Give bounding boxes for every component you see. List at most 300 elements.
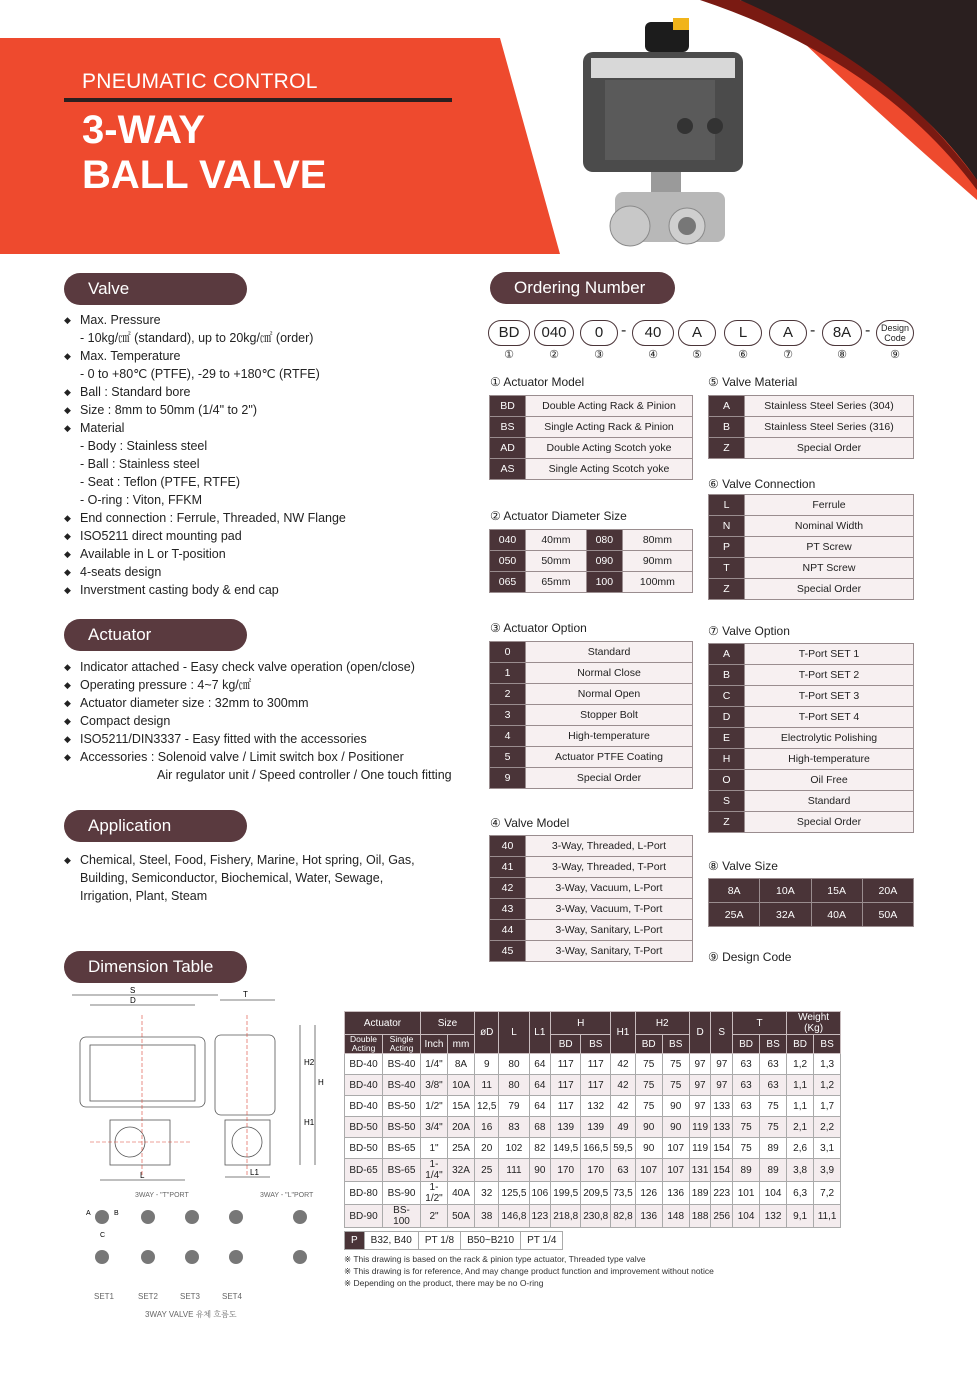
option-code: 45 — [490, 941, 526, 962]
note-line: ※ Depending on the product, there may be no O-ring — [344, 1278, 544, 1288]
option-desc: 40mm — [526, 530, 587, 551]
dim-row — [345, 1205, 841, 1228]
option-desc: Stopper Bolt — [526, 705, 693, 726]
dim-col-header: T — [733, 1012, 787, 1035]
dim-cell: 63 — [733, 1096, 760, 1117]
dim-cell: 50A — [448, 1205, 475, 1228]
label-3way-l: 3WAY - "L"PORT — [260, 1192, 314, 1199]
code-option: 0 — [580, 320, 618, 346]
dim-sub-header: Double Acting — [345, 1035, 383, 1054]
code-num: ⑤ — [692, 349, 702, 361]
code-num: ⑨ — [890, 349, 900, 361]
p-cell: B32, B40 — [364, 1232, 418, 1250]
code-num: ⑥ — [738, 349, 748, 361]
code-num: ⑧ — [837, 349, 847, 361]
dim-cell: 6,3 — [787, 1182, 814, 1205]
actuator-item: ◆ Actuator diameter size : 32mm to 300mm — [64, 694, 484, 712]
dim-col-header: øD — [475, 1012, 499, 1054]
option-row — [490, 438, 693, 459]
code-dash: - — [621, 322, 627, 339]
dim-cell: 25 — [475, 1159, 499, 1182]
actuator-item: ◆ Accessories : Solenoid valve / Limit switch box / Positioner — [64, 748, 484, 766]
dim-sub-header: BD — [635, 1035, 662, 1054]
dim-col-header: D — [689, 1012, 711, 1054]
valve-item: ◆ 4-seats design — [64, 563, 464, 581]
valve-material-table — [708, 395, 914, 459]
option-desc: 3-Way, Vacuum, L-Port — [526, 878, 693, 899]
dim-row — [345, 1096, 841, 1117]
option-desc: T-Port SET 2 — [745, 665, 914, 686]
dim-cell: 218,8 — [551, 1205, 581, 1228]
option-desc: Standard — [745, 791, 914, 812]
dim-cell: 9,1 — [787, 1205, 814, 1228]
option-desc: Normal Open — [526, 684, 693, 705]
option-code: 040 — [490, 530, 526, 551]
dim-cell: 107 — [635, 1159, 662, 1182]
dim-cell: 1,1 — [787, 1096, 814, 1117]
dim-cell: 25A — [448, 1138, 475, 1159]
application-item: Building, Semiconductor, Biochemical, Water, Sewage, — [80, 871, 384, 885]
dim-cell: 12,5 — [475, 1096, 499, 1117]
dim-cell: 79 — [499, 1096, 529, 1117]
dim-cell: 117 — [551, 1096, 581, 1117]
option-desc: Special Order — [526, 768, 693, 789]
dim-cell: 111 — [499, 1159, 529, 1182]
option-code: 090 — [586, 551, 622, 572]
valve-item: - Ball : Stainless steel — [80, 457, 200, 471]
option-row — [709, 396, 914, 417]
dim-cell: 42 — [611, 1075, 635, 1096]
valve-material-title: ⑤ Valve Material — [708, 375, 798, 389]
option-row — [490, 836, 693, 857]
option-code: 100 — [586, 572, 622, 593]
dim-cell: BS-50 — [383, 1117, 421, 1138]
dim-cell: BS-65 — [383, 1159, 421, 1182]
actuator-item: ◆ Indicator attached - Easy check valve operation (open/close) — [64, 658, 484, 676]
dim-cell: 3/8" — [421, 1075, 448, 1096]
dim-col-header: Size — [421, 1012, 475, 1035]
valve-item: - 0 to +80℃ (PTFE), -29 to +180℃ (RTFE) — [80, 367, 320, 381]
valve-heading: Valve — [64, 273, 247, 305]
ordering-heading: Ordering Number — [490, 272, 675, 304]
option-row — [709, 728, 914, 749]
dim-cell: 97 — [689, 1054, 711, 1075]
dim-cell: 32A — [448, 1159, 475, 1182]
option-row — [709, 644, 914, 665]
valve-feature-list — [64, 311, 464, 599]
dim-cell: 132 — [760, 1205, 787, 1228]
option-desc: 100mm — [622, 572, 692, 593]
dim-cell: 139 — [551, 1117, 581, 1138]
option-row — [490, 530, 693, 551]
actuator-model-table — [489, 395, 693, 480]
dim-cell: 32 — [475, 1182, 499, 1205]
application-heading: Application — [64, 810, 247, 842]
option-code: Z — [709, 579, 745, 600]
dim-row — [345, 1117, 841, 1138]
code-num: ② — [549, 349, 559, 361]
option-desc: T-Port SET 1 — [745, 644, 914, 665]
code-size: 8A — [822, 320, 862, 346]
dim-cell: 75 — [760, 1117, 787, 1138]
dim-cell: BD-65 — [345, 1159, 383, 1182]
application-list — [64, 851, 464, 905]
option-desc: Ferrule — [745, 495, 914, 516]
dim-cell: 73,5 — [611, 1182, 635, 1205]
dim-cell: 75 — [635, 1075, 662, 1096]
option-desc: 3-Way, Threaded, L-Port — [526, 836, 693, 857]
code-material: A — [678, 320, 716, 346]
valve-item: - Seat : Teflon (PTFE, RTFE) — [80, 475, 240, 489]
option-code: 9 — [490, 768, 526, 789]
dim-cell: 75 — [733, 1117, 760, 1138]
dim-label-h: H — [318, 1078, 324, 1087]
option-row — [709, 879, 914, 903]
code-valve-model: 40 — [632, 320, 674, 346]
dim-cell: BS-40 — [383, 1054, 421, 1075]
option-row — [490, 899, 693, 920]
dim-cell: 75 — [635, 1054, 662, 1075]
dim-cell: 189 — [689, 1182, 711, 1205]
option-code: 40A — [811, 903, 862, 927]
dim-cell: 2,1 — [787, 1117, 814, 1138]
dim-cell: 16 — [475, 1117, 499, 1138]
dim-cell: BD-50 — [345, 1138, 383, 1159]
dim-cell: BS-90 — [383, 1182, 421, 1205]
dim-cell: 63 — [733, 1054, 760, 1075]
option-code: AS — [490, 459, 526, 480]
dim-row — [345, 1182, 841, 1205]
dim-cell: 1,1 — [787, 1075, 814, 1096]
option-row — [490, 768, 693, 789]
dim-cell: 68 — [529, 1117, 551, 1138]
actuator-item: ◆ Compact design — [64, 712, 484, 730]
option-desc: 3-Way, Threaded, T-Port — [526, 857, 693, 878]
dim-cell: 8A — [448, 1054, 475, 1075]
valve-size-title: ⑧ Valve Size — [708, 859, 778, 873]
option-row — [490, 747, 693, 768]
option-row — [709, 665, 914, 686]
valve-item: ◆ Material — [64, 419, 464, 437]
dim-label-l: L — [140, 1171, 145, 1180]
dim-label-t: T — [243, 990, 248, 999]
drawing-notes — [344, 1253, 714, 1289]
dim-cell: BD-90 — [345, 1205, 383, 1228]
option-code: A — [709, 396, 745, 417]
dim-cell: 125,5 — [499, 1182, 529, 1205]
dim-cell: 75 — [760, 1096, 787, 1117]
option-code: 2 — [490, 684, 526, 705]
option-row — [709, 516, 914, 537]
actuator-item: ◆ Operating pressure : 4~7 kg/㎠ — [64, 676, 484, 694]
design-code-title: ⑨ Design Code — [708, 950, 792, 964]
dimension-table — [344, 1011, 841, 1228]
dim-cell: 38 — [475, 1205, 499, 1228]
dim-cell: 104 — [760, 1182, 787, 1205]
option-code: C — [709, 686, 745, 707]
dim-label-s: S — [130, 986, 136, 995]
dim-cell: 1,7 — [814, 1096, 841, 1117]
dim-cell: 1/2" — [421, 1096, 448, 1117]
dim-cell: 136 — [635, 1205, 662, 1228]
option-desc: 90mm — [622, 551, 692, 572]
dim-cell: 123 — [529, 1205, 551, 1228]
dim-cell: 126 — [635, 1182, 662, 1205]
set1-label: SET1 — [94, 1292, 115, 1301]
dim-cell: 80 — [499, 1075, 529, 1096]
option-code: 050 — [490, 551, 526, 572]
dim-cell: 75 — [662, 1054, 689, 1075]
dim-cell: 117 — [551, 1054, 581, 1075]
design-code-line2: Code — [884, 333, 906, 343]
dim-cell: 63 — [733, 1075, 760, 1096]
valve-option-title: ⑦ Valve Option — [708, 624, 790, 638]
code-valve-option: A — [769, 320, 807, 346]
option-code: 3 — [490, 705, 526, 726]
option-desc: 80mm — [622, 530, 692, 551]
dim-cell: 20 — [475, 1138, 499, 1159]
valve-item: - 10kg/㎠ (standard), up to 20kg/㎠ (order) — [80, 331, 314, 345]
dim-cell: 90 — [662, 1096, 689, 1117]
actuator-option-table — [489, 641, 693, 789]
option-row — [490, 551, 693, 572]
dim-sub-header: mm — [448, 1035, 475, 1054]
dim-cell: 119 — [689, 1117, 711, 1138]
option-desc: T-Port SET 4 — [745, 707, 914, 728]
dim-cell: 42 — [611, 1096, 635, 1117]
option-code: 50A — [862, 903, 913, 927]
dim-cell: 102 — [499, 1138, 529, 1159]
dim-cell: 2" — [421, 1205, 448, 1228]
option-row — [709, 579, 914, 600]
option-code: E — [709, 728, 745, 749]
option-row — [709, 770, 914, 791]
design-code-line1: Design — [880, 323, 909, 333]
option-row — [490, 857, 693, 878]
dim-cell: 59,5 — [611, 1138, 635, 1159]
option-desc: Single Acting Scotch yoke — [526, 459, 693, 480]
option-desc: Stainless Steel Series (304) — [745, 396, 914, 417]
option-code: AD — [490, 438, 526, 459]
label-3way-t: 3WAY - "T"PORT — [135, 1192, 189, 1199]
set2-label: SET2 — [138, 1292, 159, 1301]
dim-cell: 106 — [529, 1182, 551, 1205]
dim-cell: 1,2 — [814, 1075, 841, 1096]
actuator-heading: Actuator — [64, 619, 247, 651]
option-desc: Single Acting Rack & Pinion — [526, 417, 693, 438]
drawing-caption: 3WAY VALVE 유체 흐름도 — [145, 1310, 237, 1319]
option-desc: Oil Free — [745, 770, 914, 791]
dim-cell: 166,5 — [581, 1138, 611, 1159]
valve-item: ◆ Max. Pressure — [64, 311, 464, 329]
option-code: D — [709, 707, 745, 728]
dim-col-header: Weight (Kg) — [787, 1012, 841, 1035]
dim-cell: 3,8 — [787, 1159, 814, 1182]
dim-col-header: H1 — [611, 1012, 635, 1054]
code-dash: - — [810, 322, 816, 339]
code-connection: L — [724, 320, 762, 346]
option-row — [490, 572, 693, 593]
valve-item: ◆ End connection : Ferrule, Threaded, NW Flange — [64, 509, 464, 527]
set4-label: SET4 — [222, 1292, 243, 1301]
dim-cell: 107 — [662, 1138, 689, 1159]
header-title-line1: 3-WAY — [82, 108, 206, 152]
code-num: ③ — [594, 349, 604, 361]
option-desc: PT Screw — [745, 537, 914, 558]
option-desc: Double Acting Rack & Pinion — [526, 396, 693, 417]
dim-cell: 133 — [711, 1096, 733, 1117]
option-row — [490, 705, 693, 726]
dim-cell: BS-40 — [383, 1075, 421, 1096]
dim-cell: 148 — [662, 1205, 689, 1228]
option-row — [709, 903, 914, 927]
dim-sub-header: BS — [814, 1035, 841, 1054]
dim-cell: 20A — [448, 1117, 475, 1138]
valve-connection-title: ⑥ Valve Connection — [708, 477, 816, 491]
option-code: B — [709, 417, 745, 438]
option-code: 1 — [490, 663, 526, 684]
dim-cell: 80 — [499, 1054, 529, 1075]
dim-cell: 82,8 — [611, 1205, 635, 1228]
dim-cell: 64 — [529, 1096, 551, 1117]
dim-cell: 230,8 — [581, 1205, 611, 1228]
valve-item: ◆ Ball : Standard bore — [64, 383, 464, 401]
dimension-heading: Dimension Table — [64, 951, 247, 983]
dim-cell: 2,2 — [814, 1117, 841, 1138]
dim-cell: 11,1 — [814, 1205, 841, 1228]
option-code: H — [709, 749, 745, 770]
option-code: N — [709, 516, 745, 537]
option-row — [709, 537, 914, 558]
dim-cell: 1-1/4" — [421, 1159, 448, 1182]
valve-connection-table — [708, 494, 914, 600]
option-row — [709, 558, 914, 579]
dim-cell: 146,8 — [499, 1205, 529, 1228]
option-desc: Special Order — [745, 812, 914, 833]
valve-item: - Body : Stainless steel — [80, 439, 208, 453]
code-dash: - — [865, 322, 871, 339]
dim-cell: 82 — [529, 1138, 551, 1159]
dim-cell: 149,5 — [551, 1138, 581, 1159]
code-num: ④ — [648, 349, 658, 361]
option-code: B — [709, 665, 745, 686]
dim-col-header: H — [551, 1012, 611, 1035]
option-row — [709, 438, 914, 459]
dim-col-header: L1 — [529, 1012, 551, 1054]
actuator-item: Air regulator unit / Speed controller / One touch fitting — [157, 768, 452, 782]
dim-cell: 97 — [689, 1075, 711, 1096]
option-desc: T-Port SET 3 — [745, 686, 914, 707]
option-code: O — [709, 770, 745, 791]
dim-row — [345, 1075, 841, 1096]
option-desc: Electrolytic Polishing — [745, 728, 914, 749]
option-code: T — [709, 558, 745, 579]
dim-cell: BD-50 — [345, 1117, 383, 1138]
option-desc: Special Order — [745, 579, 914, 600]
option-code: 42 — [490, 878, 526, 899]
dim-cell: 97 — [711, 1054, 733, 1075]
code-num: ⑦ — [783, 349, 793, 361]
dim-cell: 11 — [475, 1075, 499, 1096]
p-cell: PT 1/8 — [418, 1232, 460, 1250]
option-desc: High-temperature — [745, 749, 914, 770]
dim-cell: BS-65 — [383, 1138, 421, 1159]
option-row — [709, 707, 914, 728]
valve-item: ◆ Max. Temperature — [64, 347, 464, 365]
dim-cell: 90 — [635, 1138, 662, 1159]
option-code: P — [709, 537, 745, 558]
option-row — [709, 791, 914, 812]
port-thread-table — [344, 1231, 563, 1250]
option-row — [490, 663, 693, 684]
actuator-option-title: ③ Actuator Option — [490, 621, 587, 635]
dim-sub-header: BS — [662, 1035, 689, 1054]
option-code: 065 — [490, 572, 526, 593]
dim-cell: 170 — [581, 1159, 611, 1182]
option-desc: NPT Screw — [745, 558, 914, 579]
dim-cell: 117 — [551, 1075, 581, 1096]
dim-cell: 3,1 — [814, 1138, 841, 1159]
dim-cell: 154 — [711, 1159, 733, 1182]
actuator-model-title: ① Actuator Model — [490, 375, 585, 389]
dim-cell: 63 — [760, 1075, 787, 1096]
dim-cell: 90 — [635, 1117, 662, 1138]
dim-label-l1: L1 — [250, 1168, 259, 1177]
option-row — [490, 642, 693, 663]
valve-item: - O-ring : Viton, FFKM — [80, 493, 203, 507]
option-desc: Double Acting Scotch yoke — [526, 438, 693, 459]
option-row — [709, 417, 914, 438]
option-code: Z — [709, 812, 745, 833]
dim-cell: 133 — [711, 1117, 733, 1138]
dim-cell: 97 — [689, 1096, 711, 1117]
dim-cell: 63 — [611, 1159, 635, 1182]
dim-cell: 154 — [711, 1138, 733, 1159]
dim-cell: 75 — [733, 1138, 760, 1159]
option-row — [490, 878, 693, 899]
option-desc: Stainless Steel Series (316) — [745, 417, 914, 438]
dim-cell: BD-80 — [345, 1182, 383, 1205]
dim-cell: 1,2 — [787, 1054, 814, 1075]
option-row — [490, 684, 693, 705]
dim-sub-header: BS — [581, 1035, 611, 1054]
dim-cell: 90 — [662, 1117, 689, 1138]
dim-cell: 117 — [581, 1054, 611, 1075]
set3-label: SET3 — [180, 1292, 201, 1301]
p-cell: P — [345, 1232, 365, 1250]
dim-sub-header: BS — [760, 1035, 787, 1054]
dim-cell: 131 — [689, 1159, 711, 1182]
dim-sub-header: BD — [551, 1035, 581, 1054]
dim-cell: BS-100 — [383, 1205, 421, 1228]
dim-col-header: L — [499, 1012, 529, 1054]
dim-label-h1: H1 — [304, 1118, 315, 1127]
dim-cell: 3,9 — [814, 1159, 841, 1182]
option-code: S — [709, 791, 745, 812]
dim-cell: 223 — [711, 1182, 733, 1205]
option-row — [709, 812, 914, 833]
port-c: C — [100, 1232, 106, 1239]
option-desc: 3-Way, Vacuum, T-Port — [526, 899, 693, 920]
dim-sub-header: BD — [733, 1035, 760, 1054]
dim-cell: 188 — [689, 1205, 711, 1228]
dim-cell: 139 — [581, 1117, 611, 1138]
dim-cell: 75 — [635, 1096, 662, 1117]
application-item: ◆ Chemical, Steel, Food, Fishery, Marine, Hot spring, Oil, Gas, — [64, 851, 464, 869]
dim-label-d: D — [130, 996, 136, 1005]
option-code: 44 — [490, 920, 526, 941]
dim-cell: 89 — [760, 1159, 787, 1182]
